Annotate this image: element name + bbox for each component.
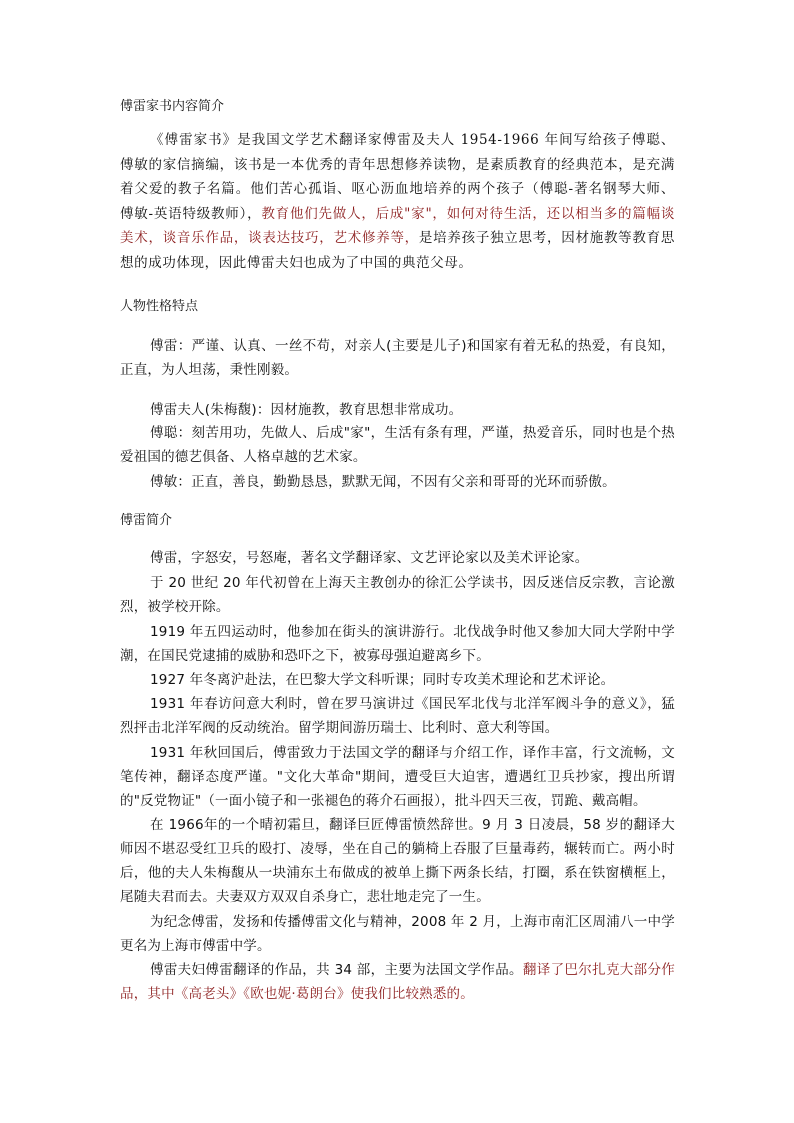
bio-paragraph-5: 1931 年春访问意大利时，曾在罗马演讲过《国民军北伐与北洋军阀斗争的意义》，猛烈抨击北洋军阀的反动统治。留学期间游历瑞士、比利时、意大利等国。 bbox=[120, 696, 675, 736]
character-fu-lei: 傅雷：严谨、认真、一丝不苟，对亲人(主要是儿子)和国家有着无私的热爱，有良知，正直，为人坦荡，秉性刚毅。 bbox=[120, 338, 675, 378]
bio-paragraph-7: 在 1966年的一个晴初霜旦，翻译巨匠傅雷愤然辞世。9 月 3 日凌晨，58 岁的翻译大师因不堪忍受红卫兵的殴打、凌辱，坐在自己的躺椅上吞服了巨量毒药，辗转而亡。两小时后，他的夫人朱梅馥从一块浦东土布做成的被单上撕下两条长结，打圈，系在铁窗横框上，尾随夫君而去。夫妻双方双双自杀身亡，悲壮地走完了一生。 bbox=[120, 817, 675, 905]
bio-paragraph-4: 1927 年冬离沪赴法，在巴黎大学文科听课；同时专攻美术理论和艺术评论。 bbox=[150, 672, 615, 688]
bio-paragraph-9-text: 傅雷夫妇傅雷翻译的作品，共 34 部，主要为法国文学作品。 bbox=[150, 962, 523, 978]
character-fu-min: 傅敏：正直，善良，勤勤恳恳，默默无闻，不因有父亲和哥哥的光环而骄傲。 bbox=[150, 474, 616, 490]
bio-paragraph-1: 傅雷，字怒安，号怒庵，著名文学翻译家、文艺评论家以及美术评论家。 bbox=[150, 550, 589, 566]
bio-paragraph-6: 1931 年秋回国后，傅雷致力于法国文学的翻译与介绍工作，译作丰富，行文流畅，文笔传神，翻译态度严谨。"文化大革命"期间，遭受巨大迫害，遭遇红卫兵抄家，搜出所谓的"反党物证"（一面小镜子和一张褪色的蒋介石画报），批斗四天三夜，罚跪、戴高帽。 bbox=[120, 745, 675, 809]
bio-paragraph-8: 为纪念傅雷，发扬和传播傅雷文化与精神，2008 年 2 月，上海市南汇区周浦八一中学更名为上海市傅雷中学。 bbox=[120, 914, 675, 954]
section-heading-characters: 人物性格特点 bbox=[120, 299, 199, 314]
bio-paragraph-2: 于 20 世纪 20 年代初曾在上海天主教创办的徐汇公学读书，因反迷信反宗教，言论激烈，被学校开除。 bbox=[120, 575, 675, 615]
character-wife: 傅雷夫人(朱梅馥)：因材施教，教育思想非常成功。 bbox=[150, 402, 463, 418]
book-intro-highlight: 教育他们先做人，后成"家"，如何对待生活，还以相当多的篇幅谈美术，谈音乐作品，谈表达技巧，艺术修养等， bbox=[120, 205, 675, 246]
bio-paragraph-3: 1919 年五四运动时，他参加在街头的演讲游行。北伐战争时他又参加大同大学附中学潮，在国民党逮捕的威胁和恐吓之下，被寡母强迫避离乡下。 bbox=[120, 624, 675, 664]
bio-paragraph-9 bbox=[120, 958, 675, 1006]
character-fu-cong: 傅聪：刻苦用功，先做人、后成"家"，生活有条有理，严谨，热爱音乐，同时也是个热爱祖国的德艺俱备、人格卓越的艺术家。 bbox=[120, 425, 675, 465]
section-heading-bio: 傅雷简介 bbox=[120, 513, 173, 528]
book-intro-text-2: 是培养孩子独立思考，因材施教等教育思想的成功体现，因此傅雷夫妇也成为了中国的典范父母。 bbox=[120, 230, 675, 271]
book-intro-paragraph bbox=[120, 128, 675, 275]
book-intro-text-1: 《傅雷家书》是我国文学艺术翻译家傅雷及夫人 1954-1966 年间写给孩子傅聪、傅敏的家信摘编，该书是一本优秀的青年思想修养读物，是素质教育的经典范本，是充满着父爱的教子名篇。他们苦心孤诣、呕心沥血地培养的两个孩子（傅聪-著名钢琴大师、傅敏-英语特级教师）， bbox=[120, 132, 675, 222]
bio-paragraph-9-highlight: 翻译了巴尔扎克大部分作品，其中《高老头》《欧也妮·葛朗台》使我们比较熟悉的。 bbox=[120, 962, 676, 1002]
section-heading-book-intro: 傅雷家书内容简介 bbox=[120, 99, 225, 114]
